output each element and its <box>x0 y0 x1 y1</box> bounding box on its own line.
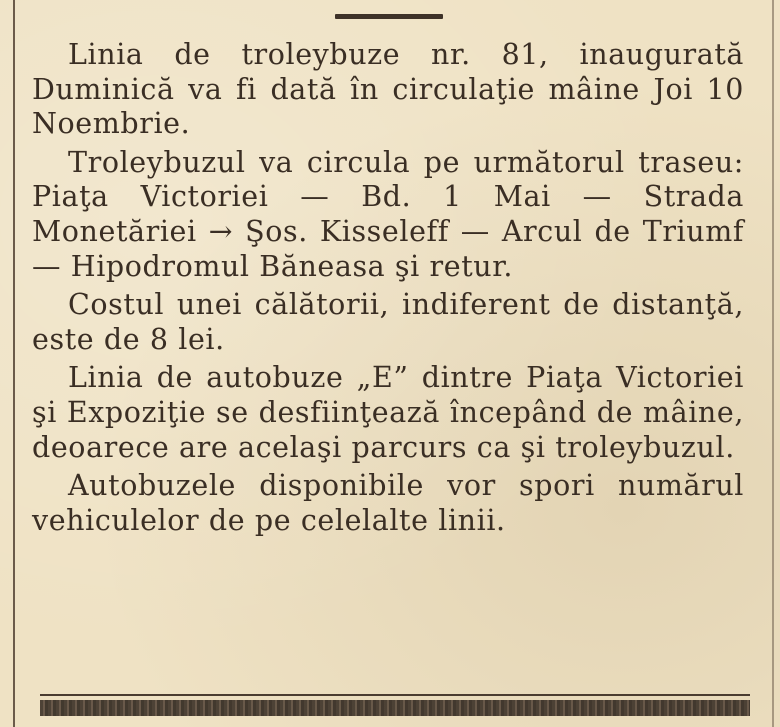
column-rule-right <box>772 0 774 727</box>
section-separator <box>335 14 443 19</box>
column-rule-left <box>13 0 15 727</box>
bottom-rule-thick <box>40 700 750 716</box>
article-paragraph-4: Linia de autobuze „E” dintre Piaţa Victoriei şi Expoziţie se desfiinţează începând de mâine, deoarece are acelaşi parcurs ca şi troleybuzul. <box>32 361 744 464</box>
article-paragraph-2: Troleybuzul va circula pe următorul traseu: Piaţa Victoriei — Bd. 1 Mai — Strada Monetăriei → Şos. Kisseleff — Arcul de Triumf — Hipodromul Băneasa şi retur. <box>32 145 744 283</box>
news-article <box>32 38 744 542</box>
article-paragraph-3: Costul unei călătorii, indiferent de distanţă, este de 8 lei. <box>32 288 744 356</box>
bottom-rule-thin <box>40 694 750 696</box>
article-paragraph-1: Linia de troleybuze nr. 81, inaugurată Duminică va fi dată în circulaţie mâine Joi 10 Noembrie. <box>32 38 744 141</box>
article-paragraph-5: Autobuzele disponibile vor spori numărul vehiculelor de pe celelalte linii. <box>32 469 744 537</box>
